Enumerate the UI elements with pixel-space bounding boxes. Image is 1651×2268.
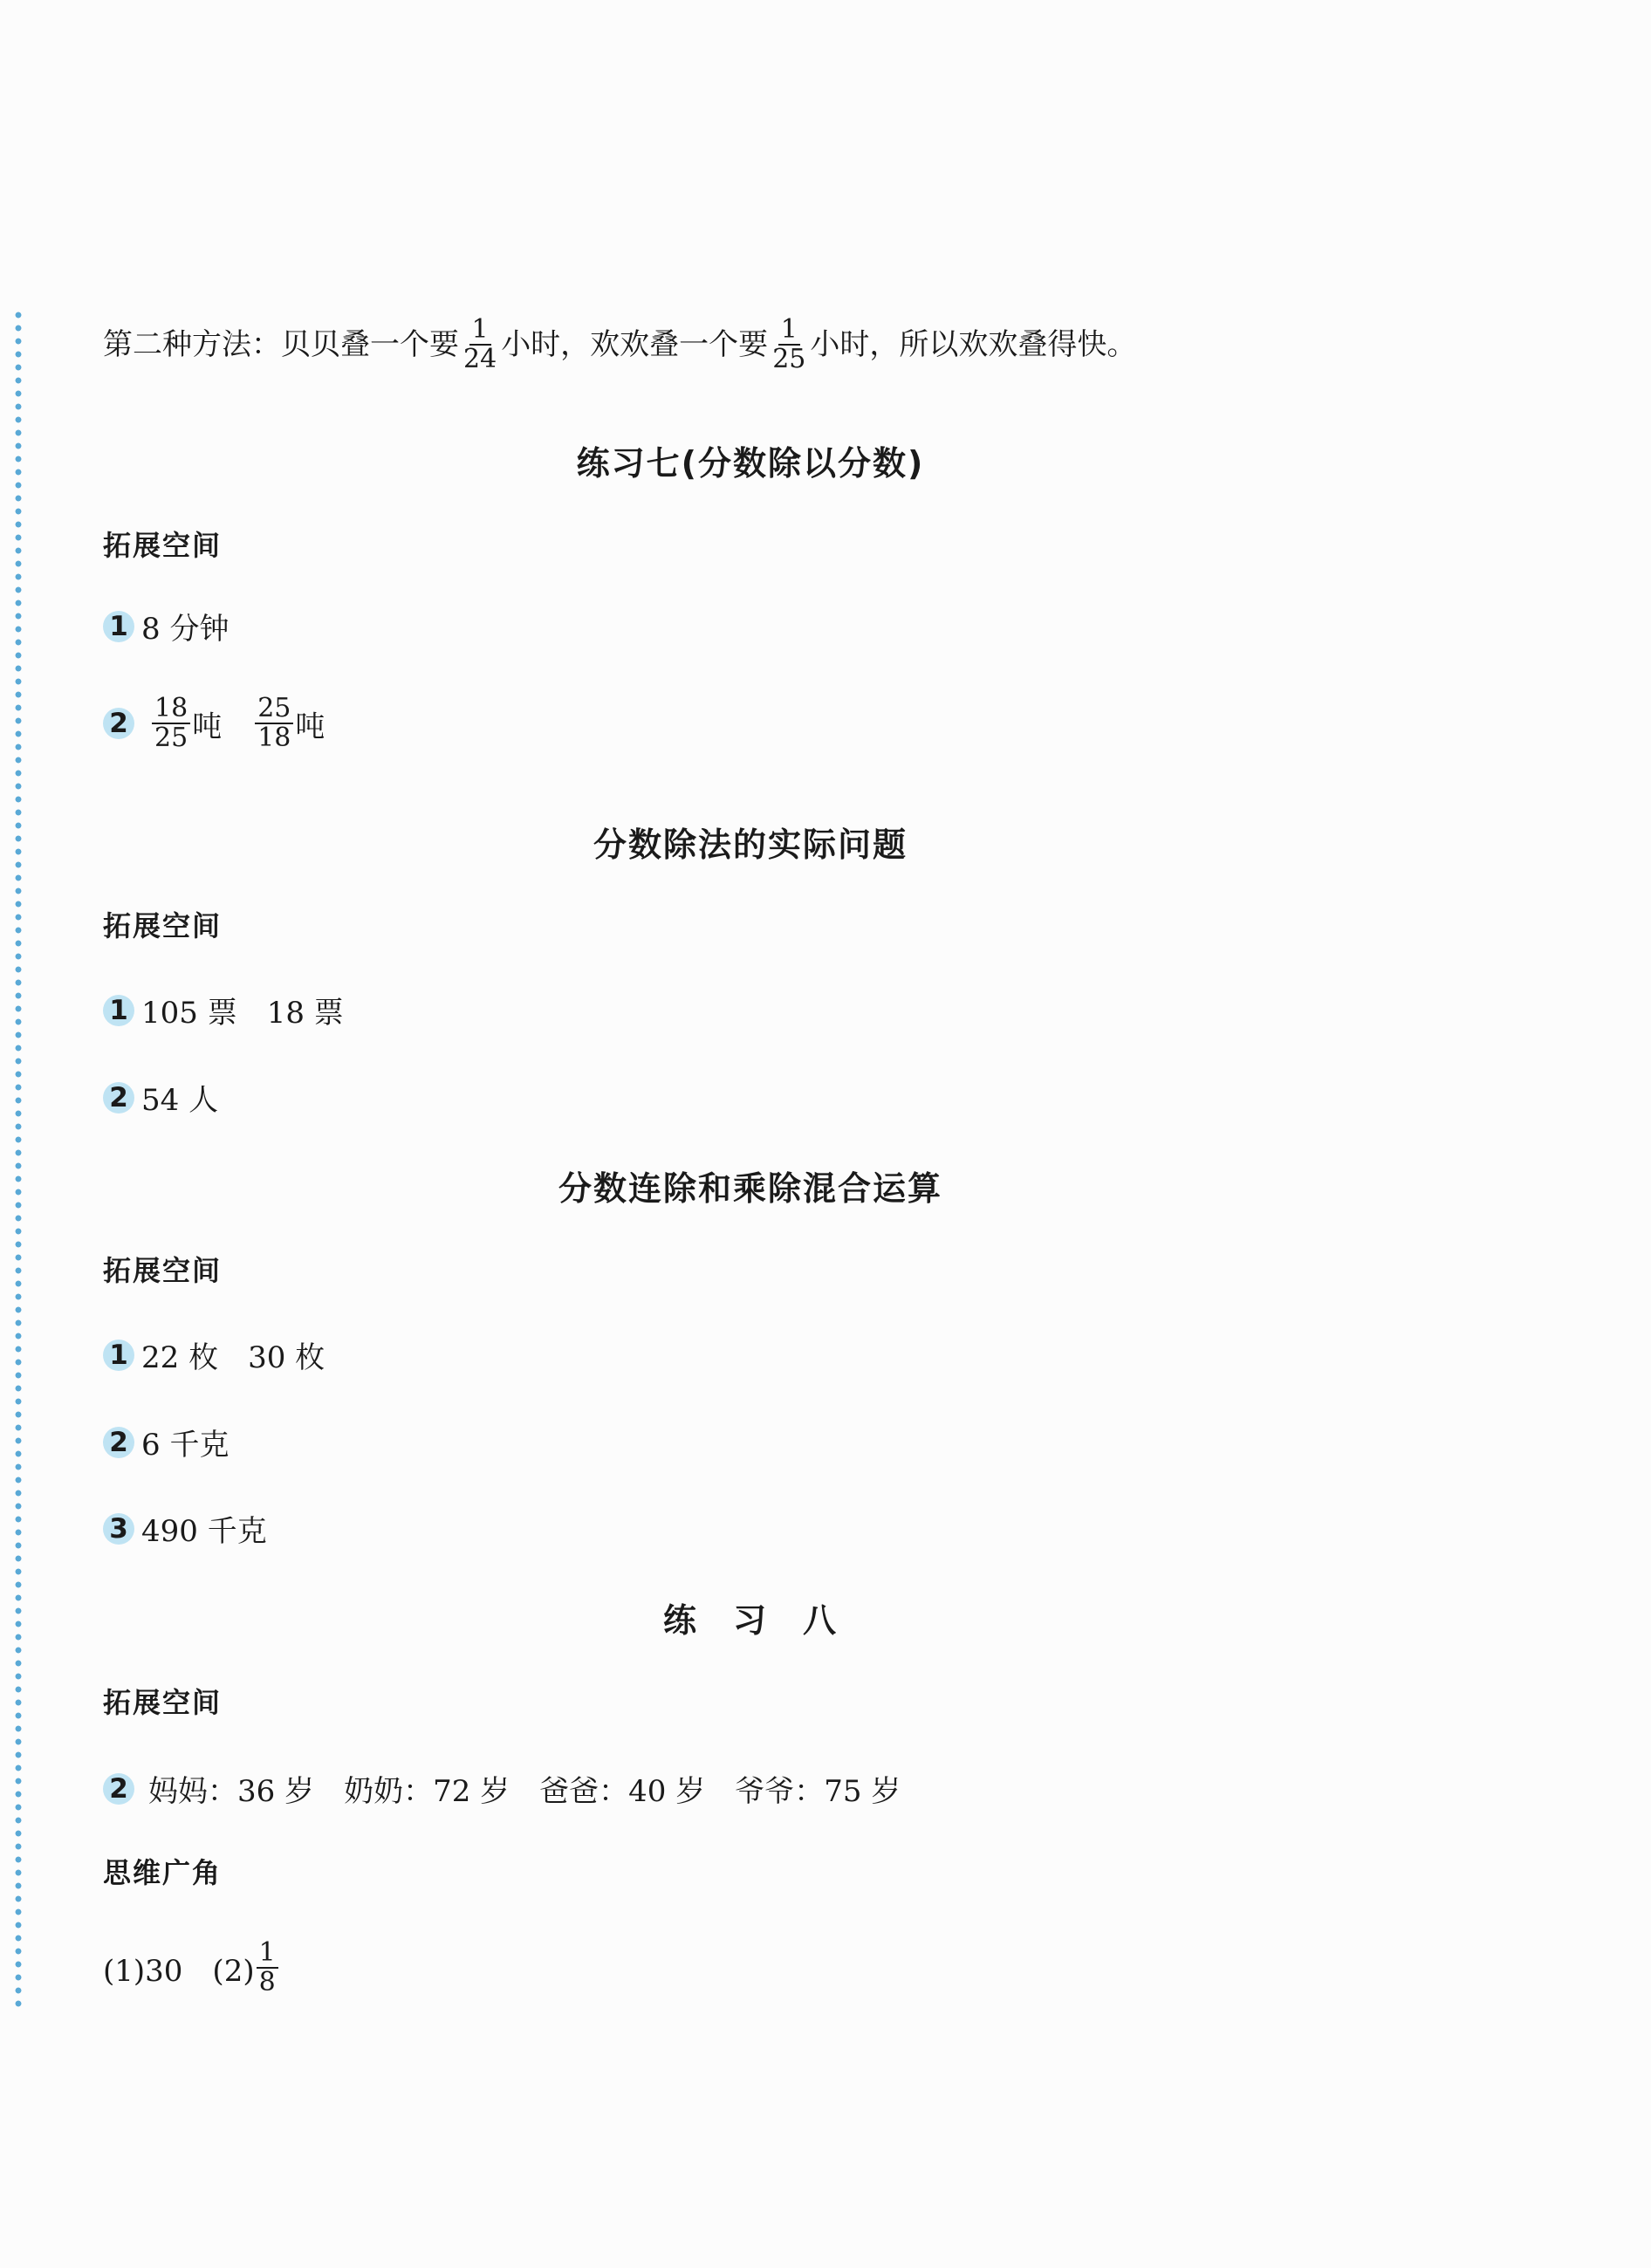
answer-text: 105 票 18 票: [141, 996, 344, 1031]
fraction-1-25: [770, 316, 808, 373]
answer-text: 22 枚 30 枚: [141, 1340, 325, 1375]
numerator: 1: [469, 316, 491, 346]
answer-text: 8 分钟: [141, 612, 229, 647]
question-number-badge: 2: [103, 1082, 134, 1113]
fraction-1-8: [257, 1939, 278, 1997]
intro-part2: 小时，欢欢叠一个要: [501, 327, 769, 362]
intro-line: [103, 316, 1136, 373]
question-number-badge: 1: [103, 611, 134, 642]
answer-text: 6 千克: [141, 1428, 229, 1463]
question-number-badge: 3: [103, 1513, 134, 1545]
fraction-18-25: [152, 695, 190, 752]
section-label-extension: 拓展空间: [103, 1686, 223, 1719]
fraction-1-24: [461, 316, 499, 373]
section-title-practice-8: 练 习 八: [662, 1601, 838, 1640]
question-number-badge: 1: [103, 1340, 134, 1371]
section-title-fraction-division-problems: 分数除法的实际问题: [593, 826, 908, 864]
answer-item: [103, 1939, 280, 1997]
intro-part3: 小时，所以欢欢叠得快。: [810, 327, 1137, 362]
section-title-practice-7: 练习七(分数除以分数): [576, 444, 925, 483]
answer-item: [103, 1767, 901, 1810]
answer-text: 54 人: [141, 1083, 219, 1118]
answer-item: [103, 1507, 267, 1550]
denominator: 8: [258, 1967, 276, 1997]
intro-part1: 第二种方法：贝贝叠一个要: [103, 327, 459, 362]
denominator: 25: [154, 723, 188, 753]
page-border-dots: [12, 310, 24, 2011]
numerator: 25: [255, 695, 293, 724]
numerator: 18: [152, 695, 190, 724]
question-number-badge: 1: [103, 995, 134, 1026]
denominator: 25: [772, 344, 806, 374]
denominator: 24: [463, 344, 497, 374]
section-title-mixed-operations: 分数连除和乘除混合运算: [558, 1169, 942, 1208]
answer-item: [103, 1076, 218, 1119]
denominator: 18: [257, 723, 291, 753]
unit-text: 吨: [295, 709, 325, 744]
answer-item: [103, 1333, 325, 1376]
section-label-extension: 拓展空间: [103, 909, 223, 942]
answer-text: 妈妈：36 岁 奶奶：72 岁 爸爸：40 岁 爷爷：75 岁: [148, 1774, 901, 1809]
section-label-extension: 拓展空间: [103, 529, 223, 562]
fraction-25-18: [255, 695, 293, 752]
answer-item: [103, 605, 229, 648]
unit-text: 吨: [192, 709, 223, 744]
question-number-badge: 2: [103, 708, 134, 739]
answer-text: (1)30 (2): [103, 1953, 255, 1989]
numerator: 1: [257, 1939, 278, 1969]
question-number-badge: 2: [103, 1773, 134, 1805]
question-number-badge: 2: [103, 1427, 134, 1458]
section-label-thinking: 思维广角: [103, 1856, 223, 1889]
section-label-extension: 拓展空间: [103, 1254, 223, 1287]
numerator: 1: [778, 316, 800, 346]
answer-item: [103, 989, 344, 1031]
answer-text: 490 千克: [141, 1514, 267, 1549]
answer-item: [103, 695, 325, 752]
answer-item: [103, 1421, 229, 1463]
